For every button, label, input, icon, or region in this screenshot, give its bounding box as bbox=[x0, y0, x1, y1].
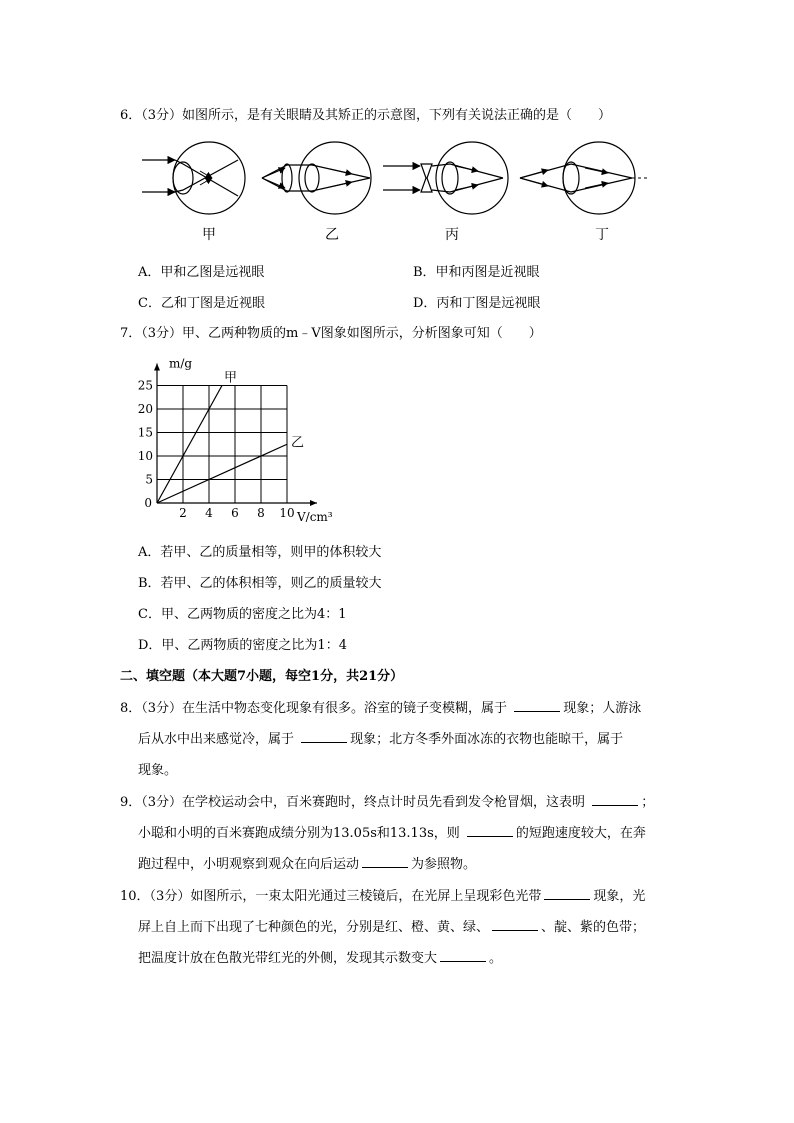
q9-blank-2[interactable] bbox=[467, 824, 513, 837]
q8-line-1 bbox=[120, 697, 641, 716]
series-line-1 bbox=[157, 444, 287, 503]
eye-diagram-yi bbox=[262, 142, 371, 214]
eye-diagram-jia bbox=[142, 142, 245, 214]
q9-blank-3[interactable] bbox=[362, 855, 408, 868]
q9-text-3b: 为参照物。 bbox=[411, 857, 477, 872]
q10-blank-1[interactable] bbox=[544, 887, 590, 900]
eye-label-yi: 乙 bbox=[325, 227, 339, 243]
q9-text-1a: 9．（3分）在学校运动会中，百米赛跑时，终点计时员先看到发令枪冒烟，这表明 bbox=[120, 795, 590, 810]
q8-blank-2[interactable] bbox=[301, 730, 347, 743]
q6-stem: 6．（3分）如图所示，是有关眼睛及其矫正的示意图，下列有关说法正确的是（ ） bbox=[120, 108, 612, 123]
q10-text-3b: 。 bbox=[489, 951, 503, 966]
q10-text-1b: 现象，光 bbox=[593, 889, 646, 904]
q8-text-1b: 现象；人游泳 bbox=[563, 701, 642, 716]
origin-label: 0 bbox=[144, 496, 152, 510]
x-tick-label: 6 bbox=[231, 506, 239, 520]
y-tick-label: 5 bbox=[145, 472, 153, 487]
q10-text-3a: 把温度计放在色散光带红光的外侧，发现其示数变大 bbox=[138, 951, 438, 966]
q10-text-2b: 、靛、紫的色带； bbox=[541, 920, 646, 935]
q6-option-c: C．乙和丁图是近视眼 bbox=[138, 296, 265, 311]
y-axis-arrow bbox=[154, 364, 160, 371]
y-tick-label: 10 bbox=[137, 449, 153, 463]
mass-volume-chart bbox=[135, 356, 355, 526]
q10-blank-3[interactable] bbox=[440, 949, 486, 962]
q9-line-2 bbox=[138, 822, 646, 841]
y-tick-label: 15 bbox=[137, 425, 153, 440]
q10-line-1 bbox=[120, 885, 645, 904]
q6-option-b: B．甲和丙图是近视眼 bbox=[413, 265, 540, 280]
eye-diagram-bing bbox=[383, 142, 508, 214]
q6-option-d: D．丙和丁图是远视眼 bbox=[413, 296, 541, 311]
q9-text-2b: 的短跑速度较大，在奔 bbox=[515, 826, 646, 841]
series-line-0 bbox=[157, 386, 222, 504]
q9-text-3a: 跑过程中，小明观察到观众在向后运动 bbox=[138, 857, 360, 872]
x-tick-label: 2 bbox=[179, 506, 187, 520]
y-tick-label: 25 bbox=[137, 378, 153, 393]
x-tick-label: 10 bbox=[279, 506, 295, 520]
x-tick-label: 8 bbox=[257, 506, 265, 520]
eye-diagram-ding bbox=[520, 142, 648, 214]
q8-text-2a: 后从水中出来感觉冷，属于 bbox=[138, 732, 299, 747]
eye-diagrams bbox=[0, 138, 794, 258]
q7-option-a: A．若甲、乙的质量相等，则甲的体积较大 bbox=[138, 545, 382, 560]
x-axis-label: V/cm³ bbox=[297, 510, 333, 524]
q6-option-a: A．甲和乙图是远视眼 bbox=[138, 265, 265, 280]
series-label-jia: 甲 bbox=[224, 370, 238, 386]
q8-text-1a: 8．（3分）在生活中物态变化现象有很多。浴室的镜子变模糊，属于 bbox=[120, 701, 512, 716]
y-tick-label: 20 bbox=[137, 402, 153, 416]
q9-line-1 bbox=[120, 791, 654, 810]
q8-text-2b: 现象；北方冬季外面冰冻的衣物也能晾干，属于 bbox=[350, 732, 624, 747]
q8-line-2 bbox=[138, 728, 623, 747]
q7-option-b: B．若甲、乙的体积相等，则乙的质量较大 bbox=[138, 576, 382, 591]
eye-label-ding: 丁 bbox=[595, 227, 609, 243]
q9-blank-1[interactable] bbox=[592, 793, 638, 806]
q10-line-3 bbox=[138, 947, 502, 966]
q10-line-2 bbox=[138, 916, 645, 935]
x-tick-label: 4 bbox=[205, 506, 213, 520]
q10-text-1a: 10．（3分）如图所示，一束太阳光通过三棱镜后，在光屏上呈现彩色光带 bbox=[120, 889, 542, 904]
eye-label-jia: 甲 bbox=[202, 227, 216, 243]
q9-text-2a: 小聪和小明的百米赛跑成绩分别为13.05s和13.13s，则 bbox=[138, 826, 464, 841]
q8-line-3: 现象。 bbox=[138, 763, 178, 778]
y-axis-label: m/g bbox=[169, 356, 193, 371]
section-heading: 二、填空题（本大题7小题，每空1分，共21分） bbox=[120, 669, 404, 684]
q7-option-d: D．甲、乙两物质的密度之比为1：4 bbox=[138, 638, 347, 653]
q7-stem: 7．（3分）甲、乙两种物质的m﹣V图象如图所示，分析图象可知（ ） bbox=[120, 326, 542, 341]
q10-text-2a: 屏上自上而下出现了七种颜色的光，分别是红、橙、黄、绿、 bbox=[138, 920, 490, 935]
series-label-yi: 乙 bbox=[291, 435, 305, 451]
x-axis-arrow bbox=[310, 500, 317, 506]
eye-label-bing: 丙 bbox=[445, 227, 459, 243]
q9-line-3 bbox=[138, 853, 476, 872]
q7-option-c: C．甲、乙两物质的密度之比为4：1 bbox=[138, 607, 347, 622]
q9-text-1b: ； bbox=[641, 795, 655, 810]
q10-blank-2[interactable] bbox=[492, 918, 538, 931]
q8-blank-1[interactable] bbox=[514, 699, 560, 712]
